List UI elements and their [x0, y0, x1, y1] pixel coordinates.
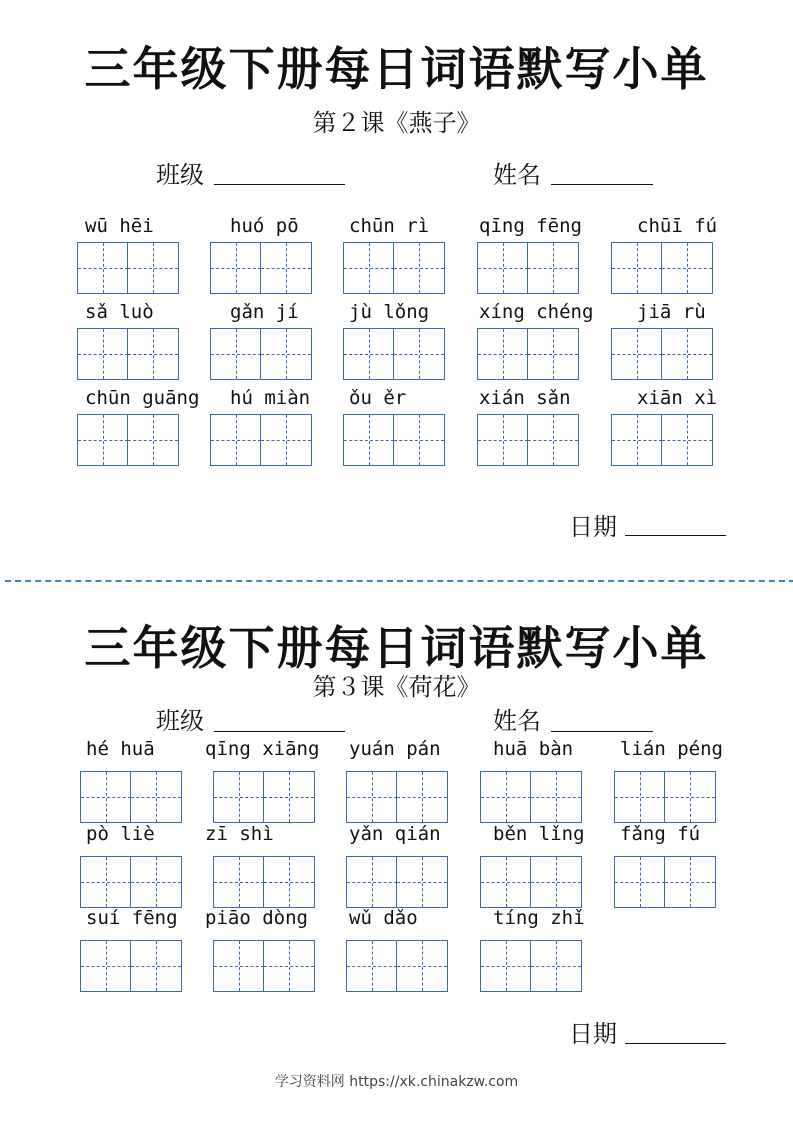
writing-cell[interactable] — [611, 242, 663, 294]
writing-cell[interactable] — [530, 940, 582, 992]
pinyin-label: hú miàn — [230, 387, 311, 409]
writing-cell[interactable] — [77, 328, 129, 380]
pinyin-label: wū hēi — [85, 215, 154, 237]
writing-cell[interactable] — [393, 414, 445, 466]
writing-cell[interactable] — [664, 856, 716, 908]
writing-cell[interactable] — [393, 328, 445, 380]
sheet1-name-field[interactable] — [551, 184, 653, 185]
sheet1-class-field[interactable] — [214, 184, 345, 185]
writing-cell[interactable] — [661, 328, 713, 380]
writing-cell[interactable] — [343, 242, 395, 294]
writing-cell[interactable] — [480, 771, 532, 823]
pinyin-label: piāo dòng — [205, 907, 308, 929]
pinyin-label: sǎ luò — [85, 301, 154, 323]
writing-grid[interactable] — [77, 328, 178, 380]
pinyin-label: yuán pán — [349, 738, 441, 760]
writing-cell[interactable] — [77, 414, 129, 466]
sheet2-date-label: 日期 — [569, 1020, 617, 1048]
writing-cell[interactable] — [213, 856, 265, 908]
writing-grid[interactable] — [80, 771, 181, 823]
writing-grid[interactable] — [343, 242, 444, 294]
writing-cell[interactable] — [210, 414, 262, 466]
writing-grid[interactable] — [213, 940, 314, 992]
pinyin-label: jù lǒng — [349, 301, 430, 323]
sheet1-title: 三年级下册每日词语默写小单 — [84, 42, 709, 96]
pinyin-label: hé huā — [86, 738, 155, 760]
writing-grid[interactable] — [77, 414, 178, 466]
writing-cell[interactable] — [130, 940, 182, 992]
writing-cell[interactable] — [263, 771, 315, 823]
pinyin-label: chūī fú — [637, 215, 718, 237]
writing-grid[interactable] — [343, 328, 444, 380]
writing-grid[interactable] — [213, 856, 314, 908]
writing-cell[interactable] — [77, 242, 129, 294]
pinyin-label: chūn rì — [349, 215, 430, 237]
writing-grid[interactable] — [611, 242, 712, 294]
pinyin-label: yǎn qián — [349, 823, 441, 845]
sheet2-name-label: 姓名 — [493, 707, 541, 735]
pinyin-label: suí fēng — [86, 907, 178, 929]
writing-grid[interactable] — [480, 940, 581, 992]
writing-grid[interactable] — [614, 856, 715, 908]
writing-grid[interactable] — [480, 856, 581, 908]
writing-cell[interactable] — [393, 242, 445, 294]
writing-grid[interactable] — [480, 771, 581, 823]
writing-grid[interactable] — [210, 414, 311, 466]
writing-grid[interactable] — [213, 771, 314, 823]
writing-cell[interactable] — [480, 856, 532, 908]
writing-cell[interactable] — [130, 856, 182, 908]
pinyin-label: fǎng fú — [620, 823, 701, 845]
writing-cell[interactable] — [396, 771, 448, 823]
pinyin-label: lián péng — [620, 738, 723, 760]
writing-cell[interactable] — [611, 414, 663, 466]
writing-cell[interactable] — [477, 414, 529, 466]
sheet2-class-label: 班级 — [156, 707, 204, 735]
pinyin-label: xíng chéng — [479, 301, 594, 323]
writing-cell[interactable] — [346, 856, 398, 908]
writing-cell[interactable] — [527, 328, 579, 380]
sheet1-date-field[interactable] — [625, 535, 726, 536]
writing-cell[interactable] — [527, 242, 579, 294]
writing-cell[interactable] — [130, 771, 182, 823]
pinyin-label: wǔ dǎo — [349, 907, 418, 929]
writing-cell[interactable] — [346, 940, 398, 992]
sheet1-lesson-title: 第２课《燕子》 — [312, 109, 481, 137]
pinyin-label: tíng zhǐ — [493, 907, 585, 929]
pinyin-label: huó pō — [230, 215, 299, 237]
writing-grid[interactable] — [614, 771, 715, 823]
writing-cell[interactable] — [80, 856, 132, 908]
sheet2-class-field[interactable] — [214, 731, 345, 732]
writing-cell[interactable] — [210, 242, 262, 294]
writing-cell[interactable] — [343, 414, 395, 466]
writing-grid[interactable] — [346, 940, 447, 992]
writing-cell[interactable] — [611, 328, 663, 380]
writing-cell[interactable] — [213, 940, 265, 992]
pinyin-label: zī shì — [205, 823, 274, 845]
writing-grid[interactable] — [477, 242, 578, 294]
writing-cell[interactable] — [614, 771, 666, 823]
writing-grid[interactable] — [343, 414, 444, 466]
writing-grid[interactable] — [346, 771, 447, 823]
footer-source: 学习资料网 https://xk.chinakzw.com — [274, 1074, 519, 1090]
writing-cell[interactable] — [664, 771, 716, 823]
writing-grid[interactable] — [477, 328, 578, 380]
sheet1-date-label: 日期 — [569, 513, 617, 541]
writing-cell[interactable] — [127, 328, 179, 380]
writing-cell[interactable] — [346, 771, 398, 823]
writing-cell[interactable] — [480, 940, 532, 992]
writing-grid[interactable] — [210, 328, 311, 380]
pinyin-label: xiān xì — [637, 387, 718, 409]
pinyin-label: jiā rù — [637, 301, 706, 323]
writing-cell[interactable] — [260, 242, 312, 294]
writing-cell[interactable] — [263, 856, 315, 908]
pinyin-label: gǎn jí — [230, 301, 299, 323]
writing-cell[interactable] — [396, 856, 448, 908]
writing-cell[interactable] — [477, 328, 529, 380]
writing-cell[interactable] — [477, 242, 529, 294]
writing-cell[interactable] — [396, 940, 448, 992]
writing-cell[interactable] — [527, 414, 579, 466]
writing-cell[interactable] — [210, 328, 262, 380]
sheet2-name-field[interactable] — [551, 731, 653, 732]
pinyin-label: chūn guāng — [85, 387, 200, 409]
writing-grid[interactable] — [77, 242, 178, 294]
pinyin-label: pò liè — [86, 823, 155, 845]
writing-grid[interactable] — [477, 414, 578, 466]
writing-grid[interactable] — [346, 856, 447, 908]
writing-cell[interactable] — [213, 771, 265, 823]
sheet1-class-label: 班级 — [156, 161, 204, 189]
pinyin-label: xián sǎn — [479, 387, 571, 409]
writing-grid[interactable] — [611, 414, 712, 466]
writing-cell[interactable] — [530, 771, 582, 823]
sheet2-lesson-title: 第３课《荷花》 — [312, 673, 481, 701]
writing-cell[interactable] — [127, 414, 179, 466]
pinyin-label: qīng fēng — [479, 215, 582, 237]
sheet1-name-label: 姓名 — [493, 161, 541, 189]
writing-cell[interactable] — [661, 242, 713, 294]
pinyin-label: qīng xiāng — [205, 738, 320, 760]
writing-cell[interactable] — [614, 856, 666, 908]
writing-cell[interactable] — [80, 940, 132, 992]
writing-cell[interactable] — [127, 242, 179, 294]
pinyin-label: běn lǐng — [493, 823, 585, 845]
writing-grid[interactable] — [80, 856, 181, 908]
pinyin-label: ǒu ěr — [349, 387, 407, 409]
writing-cell[interactable] — [260, 328, 312, 380]
writing-cell[interactable] — [263, 940, 315, 992]
sheet2-title: 三年级下册每日词语默写小单 — [84, 621, 709, 675]
writing-cell[interactable] — [80, 771, 132, 823]
writing-grid[interactable] — [210, 242, 311, 294]
writing-cell[interactable] — [661, 414, 713, 466]
writing-cell[interactable] — [343, 328, 395, 380]
pinyin-label: huā bàn — [493, 738, 574, 760]
writing-grid[interactable] — [80, 940, 181, 992]
writing-cell[interactable] — [530, 856, 582, 908]
sheet2-date-field[interactable] — [625, 1043, 726, 1044]
cut-line-divider — [5, 580, 793, 582]
writing-cell[interactable] — [260, 414, 312, 466]
writing-grid[interactable] — [611, 328, 712, 380]
